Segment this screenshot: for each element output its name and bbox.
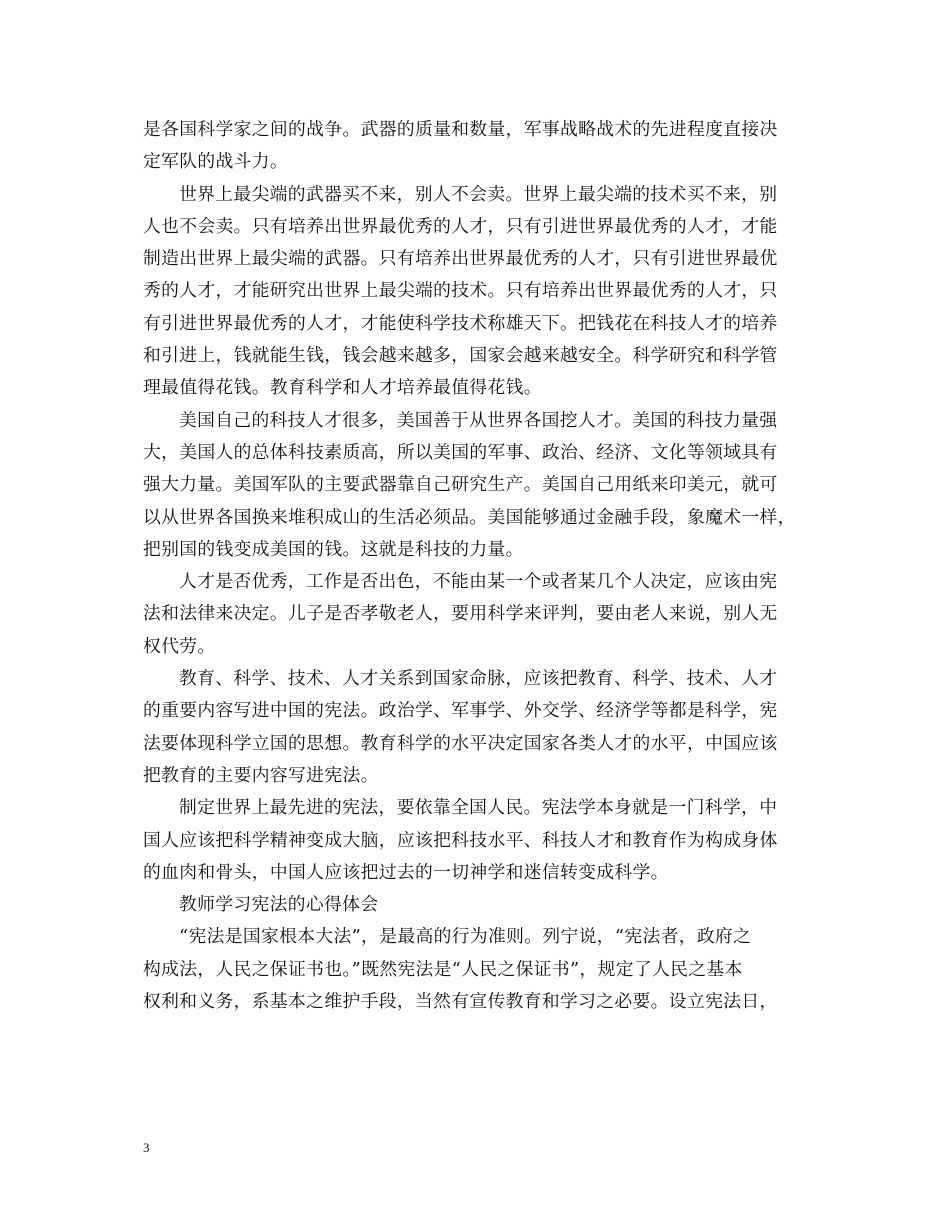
text-line: 权利和义务，系基本之维护手段，当然有宣传教育和学习之必要。设立宪法日， (143, 991, 778, 1013)
page-number: 3 (143, 1140, 150, 1155)
section-heading: 教师学习宪法的心得体会 (179, 894, 379, 916)
text-line: 有引进世界最优秀的人才，才能使科学技术称雄天下。把钱花在科技人才的培养 (143, 312, 778, 334)
text-line: 制造出世界上最尖端的武器。只有培养出世界最优秀的人才，只有引进世界最优 (143, 248, 778, 270)
text-line: 把别国的钱变成美国的钱。这就是科技的力量。 (143, 538, 524, 560)
paragraph-first-line: “宪法是国家根本大法”，是最高的行为准则。列宁说，“宪法者，政府之 (179, 926, 752, 948)
document-body (143, 114, 823, 1018)
text-line: 构成法，人民之保证书也。”既然宪法是“人民之保证书”，规定了人民之基本 (143, 958, 743, 980)
text-line: 定军队的战斗力。 (143, 151, 289, 173)
paragraph-first-line: 制定世界上最先进的宪法，要依靠全国人民。宪法学本身就是一门科学，中 (179, 797, 778, 819)
text-line: 把教育的主要内容写进宪法。 (143, 764, 379, 786)
text-line: 国人应该把科学精神变成大脑，应该把科技水平、科技人才和教育作为构成身体 (143, 829, 778, 851)
text-line: 是各国科学家之间的战争。武器的质量和数量，军事战略战术的先进程度直接决 (143, 119, 778, 140)
text-line: 法要体现科学立国的思想。教育科学的水平决定国家各类人才的水平，中国应该 (143, 732, 778, 754)
text-line: 的重要内容写进中国的宪法。政治学、军事学、外交学、经济学等都是科学，宪 (143, 700, 778, 722)
text-line: 理最值得花钱。教育科学和人才培养最值得花钱。 (143, 377, 542, 399)
text-line: 的血肉和骨头，中国人应该把过去的一切神学和迷信转变成科学。 (143, 861, 669, 883)
text-line: 人也不会卖。只有培养出世界最优秀的人才，只有引进世界最优秀的人才，才能 (143, 215, 778, 237)
paragraph-first-line: 教育、科学、技术、人才关系到国家命脉，应该把教育、科学、技术、人才 (179, 668, 778, 690)
text-line: 秀的人才，才能研究出世界上最尖端的技术。只有培养出世界最优秀的人才，只 (143, 280, 778, 302)
text-line: 强大力量。美国军队的主要武器靠自己研究生产。美国自己用纸来印美元，就可 (143, 474, 778, 496)
text-line: 以从世界各国换来堆积成山的生活必须品。美国能够通过金融手段，象魔术一样， (143, 506, 796, 528)
text-line: 权代劳。 (143, 635, 216, 657)
text-line: 法和法律来决定。儿子是否孝敬老人，要用科学来评判，要由老人来说，别人无 (143, 603, 778, 625)
text-line: 大，美国人的总体科技素质高，所以美国的军事、政治、经济、文化等领域具有 (143, 441, 778, 463)
text-line: 和引进上，钱就能生钱，钱会越来越多，国家会越来越安全。科学研究和科学管 (143, 345, 778, 367)
paragraph-first-line: 美国自己的科技人才很多，美国善于从世界各国挖人才。美国的科技力量强 (179, 409, 778, 431)
paragraph-first-line: 人才是否优秀，工作是否出色，不能由某一个或者某几个人决定，应该由宪 (179, 571, 778, 593)
paragraph-first-line: 世界上最尖端的武器买不来，别人不会卖。世界上最尖端的技术买不来，别 (179, 183, 778, 205)
